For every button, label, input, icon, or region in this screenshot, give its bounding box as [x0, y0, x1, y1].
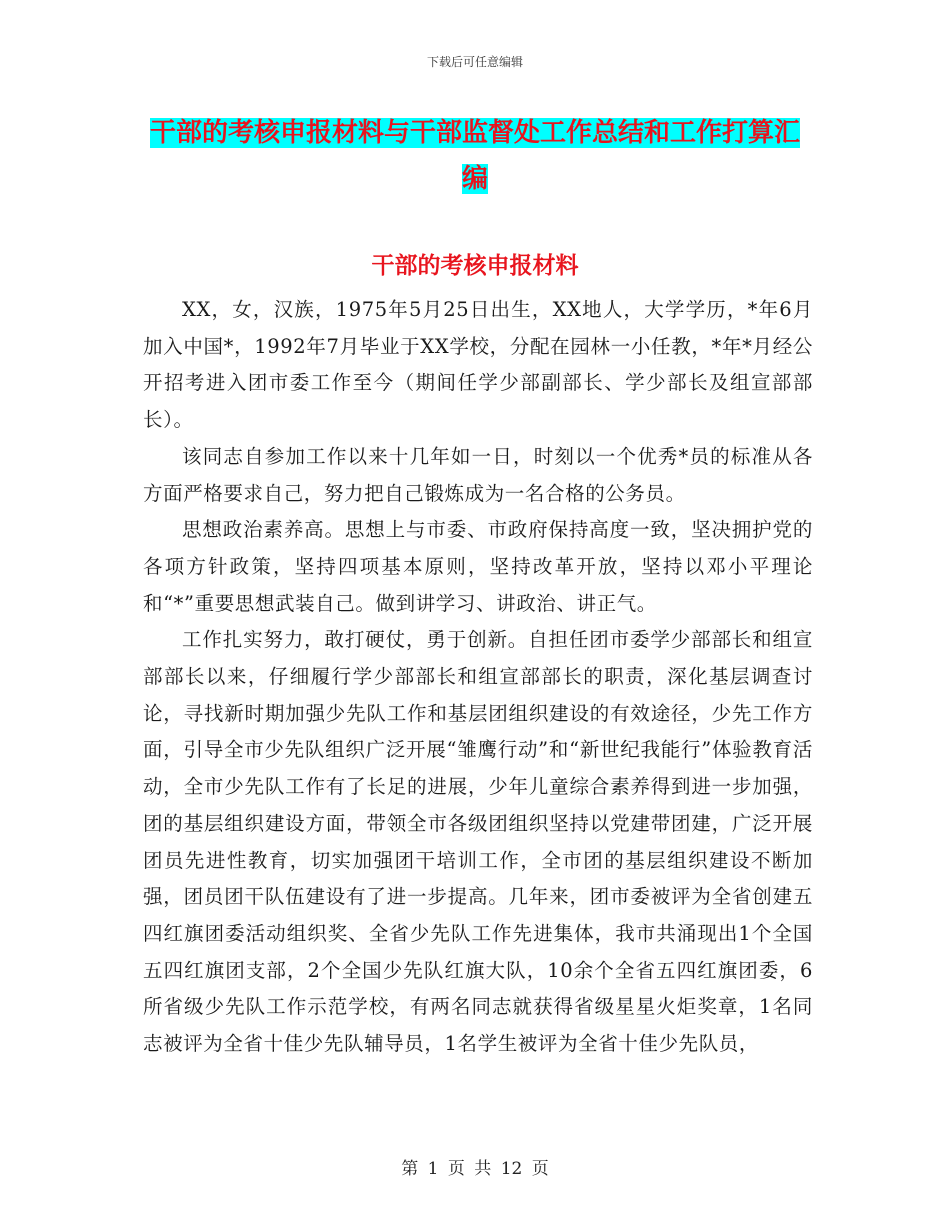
document-title-text: 干部的考核申报材料与干部监督处工作总结和工作打算汇编: [150, 118, 801, 194]
header-note: 下载后可任意编辑: [426, 55, 523, 69]
paragraph-2: 该同志自参加工作以来十几年如一日，时刻以一个优秀*员的标准从各方面严格要求自己，努力把自己锻炼成为一名合格的公务员。: [143, 444, 813, 505]
document-body: [143, 292, 813, 1063]
paragraph-1: XX，女，汉族，1975年5月25日出生，XX地人，大学学历，*年6月加入中国*，1992年7月毕业于XX学校，分配在园林一小任教，*年*月经公开招考进入团市委工作至今（期间任学少部副部长、学少部长及组宣部部长）。: [143, 298, 813, 432]
paragraph-4: 工作扎实努力，敢打硬仗，勇于创新。自担任团市委学少部部长和组宣部部长以来，仔细履行学少部部长和组宣部部长的职责，深化基层调查讨论，寻找新时期加强少先队工作和基层团组织建设的有效途径，少先工作方面，引导全市少先队组织广泛开展“雏鹰行动”和“新世纪我能行”体验教育活动，全市少先队工作有了长足的进展，少年儿童综合素养得到进一步加强，团的基层组织建设方面，带领全市各级团组织坚持以党建带团建，广泛开展团员先进性教育，切实加强团干培训工作，全市团的基层组织建设不断加强，团员团干队伍建设有了进一步提高。几年来，团市委被评为全省创建五四红旗团委活动组织奖、全省少先队工作先进集体，我市共涌现出1个全国五四红旗团支部，2个全国少先队红旗大队，10余个全省五四红旗团委，6所省级少先队工作示范学校，有两名同志就获得省级星星火炬奖章，1名同志被评为全省十佳少先队辅导员，1名学生被评为全省十佳少先队员，: [143, 628, 813, 1056]
document-title: [150, 110, 800, 202]
paragraph-3: 思想政治素养高。思想上与市委、市政府保持高度一致，坚决拥护党的各项方针政策，坚持四项基本原则，坚持改革开放，坚持以邓小平理论和“*”重要思想武装自己。做到讲学习、讲政治、讲正气。: [143, 518, 813, 615]
section-title: 干部的考核申报材料: [371, 253, 579, 279]
page-footer: 第 1 页 共 12 页: [401, 1159, 549, 1179]
